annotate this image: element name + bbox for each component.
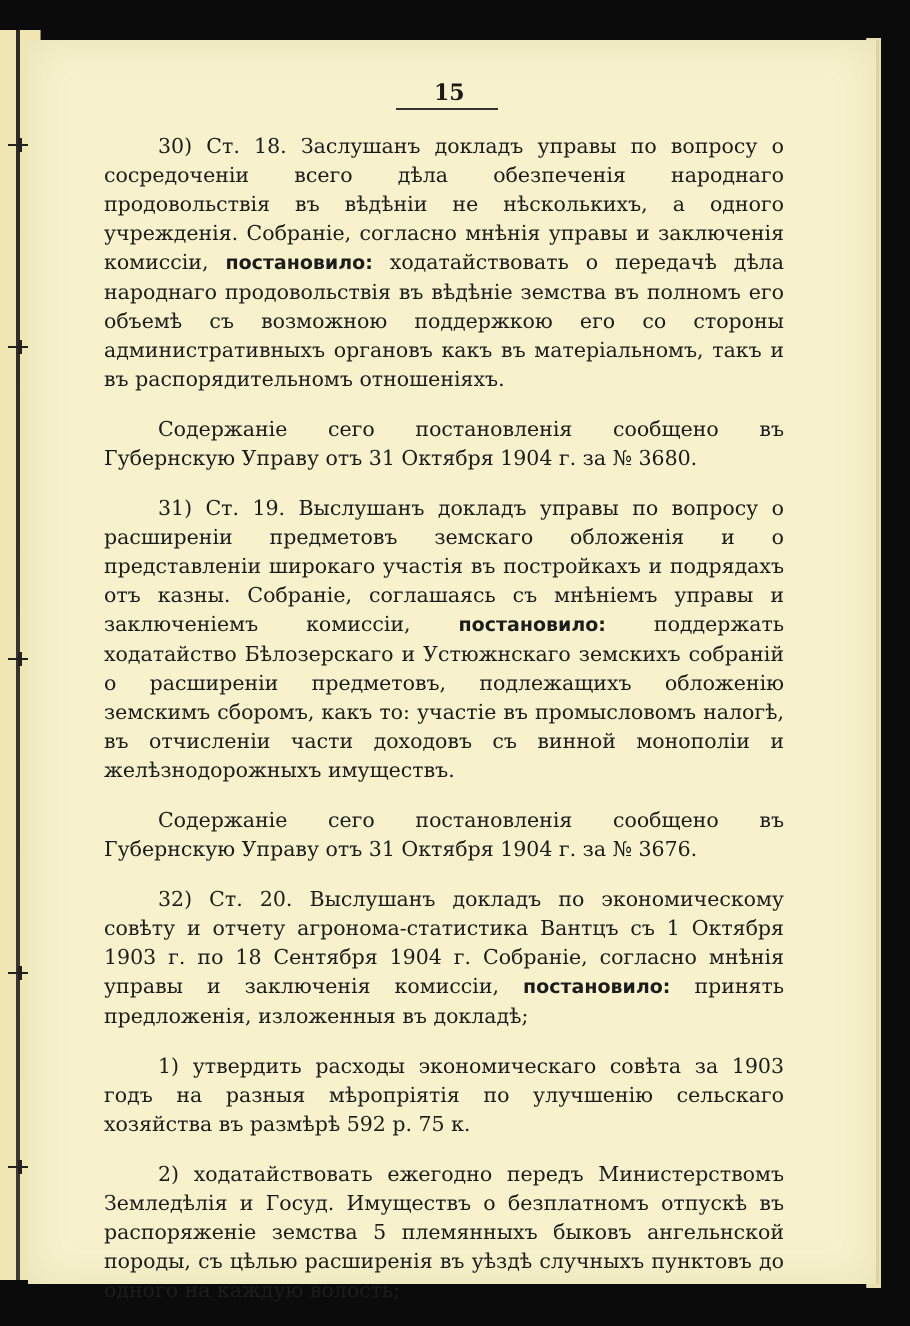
paragraph-subitem-1 (104, 1052, 784, 1139)
paragraph-text: 31) Ст. 19. Выслушанъ докладъ управы по вопросу о расширеніи предметовъ земскаго обложенія и о представленіи широкаго участія въ постройкахъ и подрядахъ отъ казны. Собраніе, соглашаясь съ мнѣніемъ управы и заключеніемъ комиссіи, (104, 496, 784, 636)
paragraph-item-30 (104, 132, 784, 394)
paragraph-subitem-2 (104, 1160, 784, 1305)
resolution-keyword: постановило: (225, 252, 373, 274)
paragraph-text: 1) утвердить расходы экономическаго совѣта за 1903 годъ на разныя мѣропріятія по улучшенію сельскаго хозяйства въ размѣрѣ 592 р. 75 к. (104, 1054, 784, 1136)
paragraph-item-32 (104, 885, 784, 1031)
paragraph-text: 2) ходатайствовать ежегодно передъ Министерствомъ Земледѣлія и Госуд. Имуществъ о безплатномъ отпускѣ въ распоряженіе земства 5 племянныхъ быковъ ангельнской породы, съ цѣлью расширенія въ уѣздѣ случныхъ пунктовъ до одного на каждую волость; (104, 1162, 784, 1302)
paragraph-note-31 (104, 806, 784, 864)
document-body (104, 132, 784, 1326)
paragraph-text: 32) Ст. 20. Выслушанъ докладъ по экономическому совѣту и отчету агронома-статистика Вантцъ съ 1 Октября 1903 г. по 18 Сентября 1904 г. Собраніе, согласно мнѣнія управы и заключенія комиссіи, (104, 887, 784, 998)
paragraph-text: принять предложенія, изложенныя въ докладѣ; (104, 974, 784, 1028)
resolution-keyword: постановило: (523, 976, 671, 998)
paragraph-text: поддержать ходатайство Бѣлозерскаго и Устюжнскаго земскихъ собраній о расширеніи предметовъ, подлежащихъ обложенію земскимъ сборомъ, какъ то: участіе въ промысловомъ налогѣ, въ отчисленіи части доходовъ съ винной монополіи и желѣзнодорожныхъ имуществъ. (104, 612, 784, 782)
paragraph-text: Содержаніе сего постановленія сообщено въ Губернскую Управу отъ 31 Октября 1904 г. за № 3680. (104, 417, 784, 470)
paragraph-text: Содержаніе сего постановленія сообщено въ Губернскую Управу отъ 31 Октября 1904 г. за № 3676. (104, 808, 784, 861)
paragraph-note-30 (104, 415, 784, 473)
paragraph-text: ходатайствовать о передачѣ дѣла народнаго продовольствія въ вѣдѣніе земства въ полномъ его объемѣ съ возможною поддержкою его со стороны административныхъ органовъ какъ въ матеріальномъ, такъ и въ распорядительномъ отношеніяхъ. (104, 250, 785, 391)
resolution-keyword: постановило: (458, 614, 606, 636)
paragraph-text: 30) Ст. 18. Заслушанъ докладъ управы по вопросу о сосредоченіи всего дѣла обезпеченія народнаго продовольствія въ вѣдѣніи не нѣсколькихъ, а одного учрежденія. Собраніе, согласно мнѣнія управы и заключенія комиссіи, (104, 134, 784, 274)
page-number: 15 (434, 80, 465, 106)
page-number-rule (396, 108, 498, 110)
paragraph-item-31 (104, 494, 784, 785)
